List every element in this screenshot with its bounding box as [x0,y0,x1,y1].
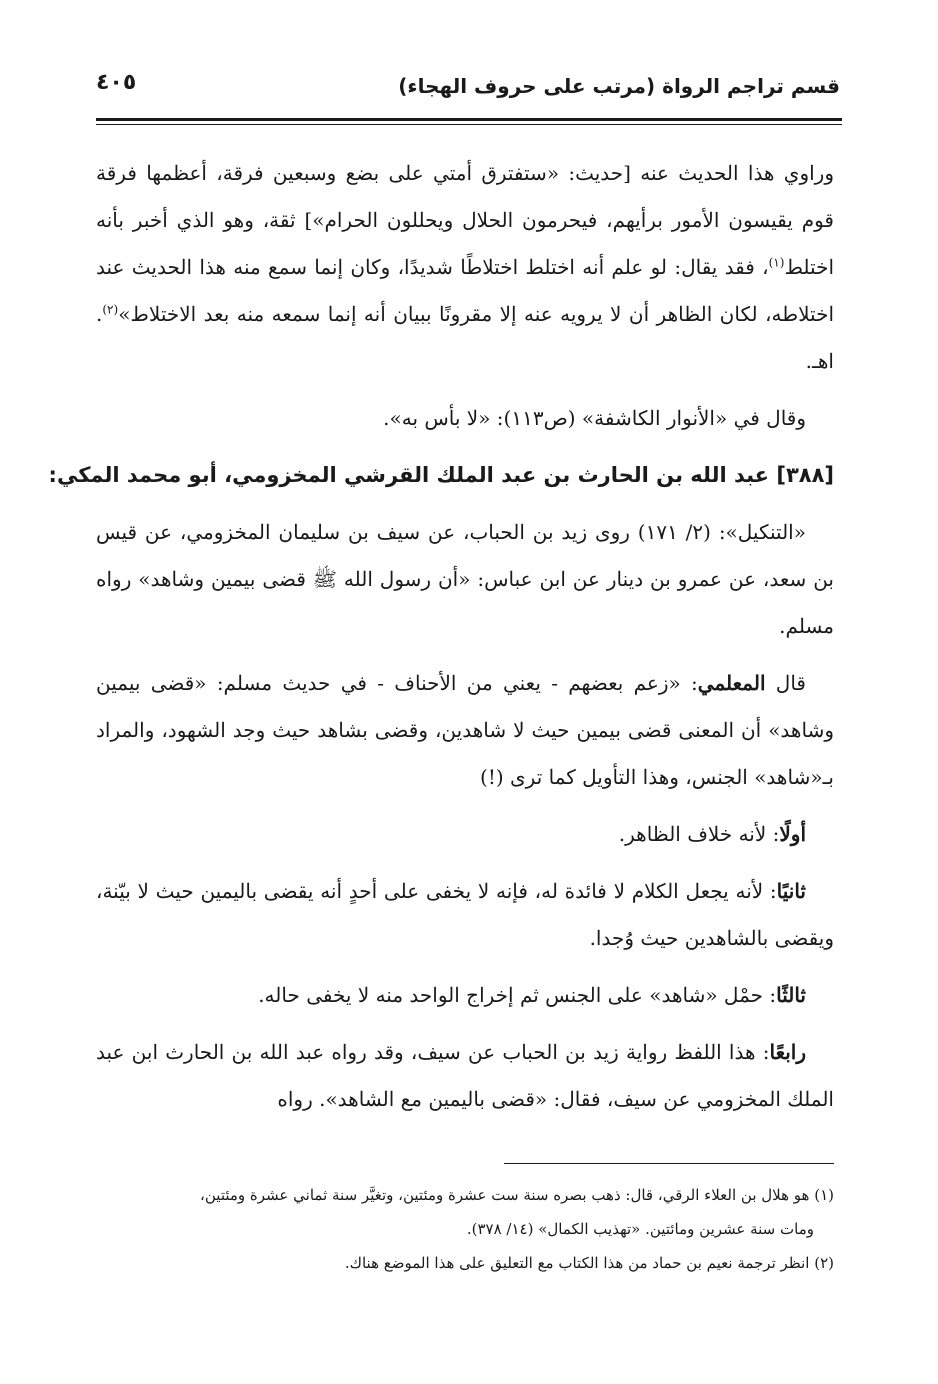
paragraph-4-text: : «زعم بعضهم - يعني من الأحناف - في حديث مسلم: «قضى بيمين وشاهد» أن المعنى قضى بيمين حيث لا شاهدين، وقضى بشاهد حيث وجد الشهود، والمراد بـ«شاهد» الجنس، وهذا التأويل كما ترى (!) [96,671,834,789]
main-text [48,150,834,1133]
page-number: ٤٠٥ [96,70,137,95]
point-4-label: رابعًا [769,1040,806,1064]
point-2-text: : لأنه يجعل الكلام لا فائدة له، فإنه لا يخفى على أحدٍ أنه يقضى باليمين حيث لا بيّنة، ويقضى بالشاهدين حيث وُجدا. [96,879,834,950]
footnote-ref-2: (٢) [102,302,119,317]
paragraph-4 [96,660,834,801]
point-1-text: : لأنه خلاف الظاهر. [618,822,780,846]
entry-heading: [٣٨٨] عبد الله بن الحارث بن عبد الملك القرشي المخزومي، أبو محمد المكي: [48,463,834,487]
paragraph-1-text-b: ، فقد يقال: لو علم أنه اختلط اختلاطًا شديدًا، وكان إنما سمع منه هذا الحديث عند اختلاطه، لكان الظاهر أن لا يرويه عنه إلا مقرونًا ببيان أنه إنما سمعه منه بعد الاختلاط» [96,255,834,326]
point-3-label: ثالثًا [776,983,806,1007]
running-header [92,70,840,110]
paragraph-1-text-c: . اهـ. [96,302,834,373]
header-rule-thin [96,124,842,125]
footnote-1-line-2: ومات سنة عشرين ومائتين. «تهذيب الكمال» (١٤/ ٣٧٨). [466,1220,814,1238]
paragraph-8 [96,1029,834,1123]
point-4-text: : هذا اللفظ رواية زيد بن الحباب عن سيف، وقد رواه عبد الله بن الحارث ابن عبد الملك المخزومي عن سيف، فقال: «قضى باليمين مع الشاهد». رواه [96,1040,834,1111]
footnote-separator [504,1163,834,1164]
footnote-1-line-1: (١) هو هلال بن العلاء الرقي، قال: ذهب بصره سنة ست عشرة ومئتين، وتغيَّر سنة ثماني عشرة ومئتين، [200,1186,834,1204]
paragraph-7 [96,972,834,1019]
author-name: المعلمي [697,671,766,695]
paragraph-4-pre: قال [765,671,806,695]
paragraph-1 [96,150,834,385]
point-3-text: : حمْل «شاهد» على الجنس ثم إخراج الواحد منه لا يخفى حاله. [258,983,777,1007]
paragraph-1-text-a: وراوي هذا الحديث عنه [حديث: «ستفترق أمتي على بضع وسبعين فرقة، أعظمها فرقة قوم يقيسون الأمور برأيهم، فيحرمون الحلال ويحللون الحرام»] ثقة، وهو الذي أخبر بأنه اختلط [96,161,834,279]
header-rule-thick [96,118,842,121]
footnote-ref-1: (١) [768,255,785,270]
point-2-label: ثانيًا [776,879,806,903]
paragraph-2: وقال في «الأنوار الكاشفة» (ص١١٣): «لا بأس به». [383,406,806,430]
paragraph-3: «التنكيل»: (٢/ ١٧١) روى زيد بن الحباب، عن سيف بن سليمان المخزومي، عن قيس بن سعد، عن عمرو بن دينار عن ابن عباس: «أن رسول الله ﷺ قضى بيمين وشاهد» رواه مسلم. [96,520,834,638]
header-title: قسم تراجم الرواة (مرتب على حروف الهجاء) [398,74,840,98]
point-1-label: أولًا [779,822,806,846]
paragraph-5 [96,811,834,858]
footnotes [96,1178,834,1280]
paragraph-6 [96,868,834,962]
footnote-2: (٢) انظر ترجمة نعيم بن حماد من هذا الكتاب مع التعليق على هذا الموضع هناك. [344,1254,834,1272]
